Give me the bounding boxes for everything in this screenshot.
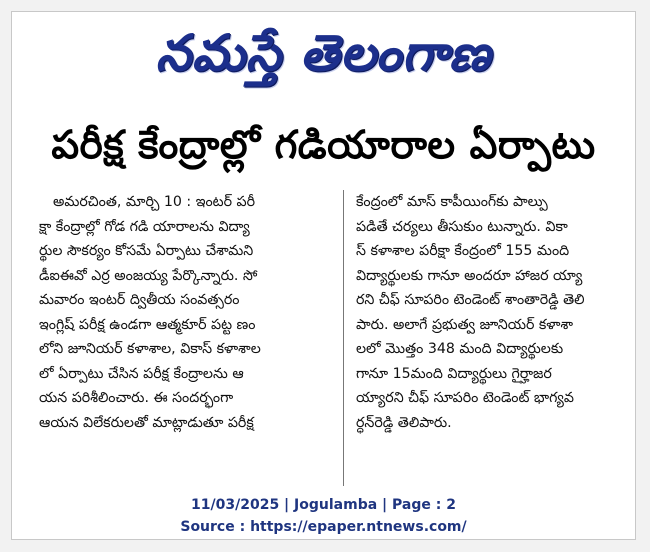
article-text-line: లోని జూనియర్ కళాశాల, వికాస్ కళాశాల <box>39 341 261 357</box>
article-text-line: అమరచింత, మార్చి 10 : ఇంటర్ పరీ <box>53 194 256 210</box>
source-footer <box>12 494 635 538</box>
article-text-line: పారు. అలాగే ప్రభుత్వ జూనియర్ కళాశా <box>356 316 573 333</box>
article-text-line: య్యారని చీఫ్ సూపరిం టెండెంట్ భాగ్యవ <box>356 390 574 406</box>
column-divider <box>343 190 344 486</box>
article-text-line: మవారం ఇంటర్ ద్వితీయ సంవత్సరం <box>39 292 240 308</box>
article-text-line: ర్ధన్‌రెడ్డి తెలిపారు. <box>356 414 452 431</box>
article-text-line: కేంద్రంలో మాస్ కాపీయింగ్‌కు పాల్పు <box>356 194 548 210</box>
article-text-line: డీఐఈవో ఎర్ర అంజయ్య పేర్కొన్నారు. సో <box>39 267 258 284</box>
masthead <box>12 18 635 100</box>
article-text-line: యన పరిశీలించారు. ఈ సందర్భంగా <box>39 390 234 406</box>
footer-source-line: Source : https://epaper.ntnews.com/ <box>180 519 467 535</box>
article-text-line: క్షా కేంద్రాల్లో గోడ గడి యారాలను విద్యా <box>39 218 250 235</box>
newspaper-logo: నమస్తే తెలంగాణ <box>155 23 492 82</box>
article-text-line: లో ఏర్పాటు చేసిన పరీక్ష కేంద్రాలను ఆ <box>39 365 244 382</box>
article-text-line: విద్యార్థులకు గానూ అందరూ హాజర య్యా <box>356 267 583 284</box>
article-text-line: ర్థుల సౌకర్యం కోసమే ఏర్పాటు చేశామని <box>39 243 254 259</box>
article-text-line: ఆయన విలేకరులతో మాట్లాడుతూ పరీక్ష <box>39 414 254 431</box>
footer-edition-line: 11/03/2025 | Jogulamba | Page : 2 <box>191 497 456 513</box>
article-text-line: పడితే చర్యలు తీసుకుం టున్నారు. వికా <box>356 218 568 235</box>
article-headline: పరీక్ష కేంద్రాల్లో గడియారాల ఏర్పాటు <box>51 123 596 168</box>
news-clipping <box>11 11 636 540</box>
article-text-line: స్ కళాశాల పరీక్షా కేంద్రంలో 155 మంది <box>356 243 570 259</box>
article-column-right <box>356 190 648 435</box>
article-text-line: రని చీఫ్ సూపరిం టెండెంట్ శాంతారెడ్డి తెలి <box>356 292 585 308</box>
article-text-line: ఇంగ్లిష్ పరీక్ష ఉండగా ఆత్మకూర్ పట్ట ణం <box>39 316 256 333</box>
article-text-line: లలో మొత్తం 348 మంది విద్యార్థులకు <box>356 341 564 357</box>
article-column-left <box>39 190 331 435</box>
article-text-line: గానూ 15మంది విద్యార్థులు గైర్హాజర <box>356 365 552 382</box>
